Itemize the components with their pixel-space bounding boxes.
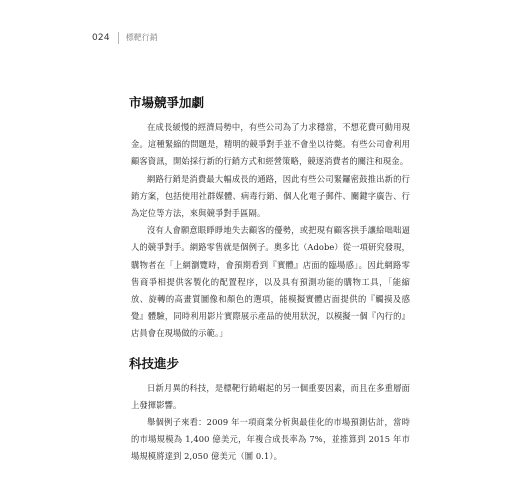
- body-paragraph: 沒有人會願意眼睜睜地失去顧客的優勢，或把現有顧客拱手讓給咄咄逼人的競爭對手。網路零售就是個例子。奧多比（Adobe）從一項研究發現，購物者在「上網瀏覽時，會預期看到『實體』店面的臨場感」。因此網路零售商爭相提供客製化的配置程序，以及具有預測功能的購物工具，「能縮放、旋轉的高畫質圖像和顏色的選項，能模擬實體店面提供的『觸摸及感覺』體驗，同時利用影片實際展示產品的使用狀況，以模擬一個『內行的』店員會在現場做的示範。」: [131, 225, 410, 339]
- section-market-competition: [131, 94, 410, 343]
- body-paragraph: 舉個例子來看：2009 年一項商業分析與最佳化的市場預測估計，當時的市場規模為 1,400 億美元，年複合成長率為 7%，並推算到 2015 年市場規模將達到 2,050 億美元（圖 0.1）。: [131, 417, 410, 462]
- page-number: 024: [92, 33, 110, 43]
- running-header: [92, 31, 158, 45]
- header-divider: [118, 32, 119, 44]
- body-paragraph: 網路行銷是消費最大幅成長的通路，因此有些公司緊鑼密鼓推出新的行銷方案，包括使用社群媒體、病毒行銷、個人化電子郵件、關鍵字廣告、行為定位等方法，來與競爭對手區隔。: [131, 173, 410, 219]
- body-paragraph: 日新月異的科技，是標靶行銷崛起的另一個重要因素，而且在多重層面上發揮影響。: [131, 382, 410, 410]
- section-heading: 市場競爭加劇: [129, 95, 205, 110]
- running-book-title: 標靶行銷: [125, 33, 158, 42]
- section-technology-progress: [131, 355, 410, 466]
- section-heading: 科技進步: [129, 355, 180, 371]
- page-body: [131, 94, 410, 466]
- body-paragraph: 在成長緩慢的經濟局勢中，有些公司為了力求穩當，不想花費可動用現金。這種緊縮的問題是，精明的競爭對手並不會坐以待斃。有些公司會利用顧客資訊，開始採行新的行銷方式和經營策略，競逐消費者的關注和現金。: [131, 122, 410, 167]
